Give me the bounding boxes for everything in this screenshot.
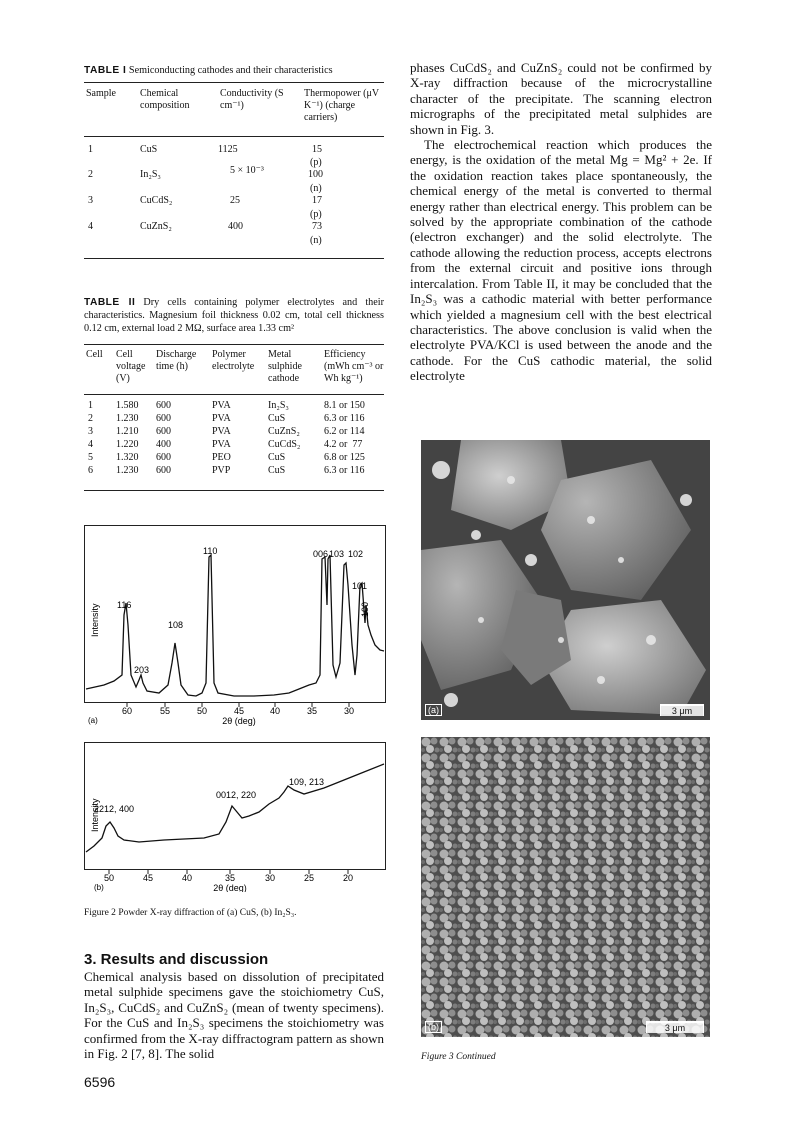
- xrd-trace-a: [86, 555, 384, 696]
- t2-r6-c0: 6: [88, 465, 93, 476]
- sem-micrograph-a: [421, 440, 710, 720]
- xtick-a-30: 30: [343, 706, 355, 716]
- ylabel-b: Intensity: [90, 798, 100, 832]
- right-paragraph-1: phases CuCdS₂ and CuZnS₂ could not be confirmed by X-ray diffraction because of the microcrystalline character of the precipitate. The scanning electron micrographs of the precipitated metal sulphides are shown in Fig. 3.: [410, 60, 712, 137]
- table1-label: TABLE I: [84, 65, 127, 76]
- peak-label-100: 100: [360, 601, 370, 617]
- xtick-a-35: 35: [306, 706, 318, 716]
- peak-label-116: 116: [117, 600, 132, 610]
- t2-r1-c5: 8.1 or 150: [324, 400, 365, 411]
- t2-r5-c0: 5: [88, 452, 93, 463]
- t2-r5-c3: PEO: [212, 452, 231, 463]
- t2-r1-c2: 600: [156, 400, 171, 411]
- t2-r2-c1: 1.230: [116, 413, 139, 424]
- xtick-a-45: 45: [233, 706, 245, 716]
- t2-r1-c3: PVA: [212, 400, 231, 411]
- t2-r6-c5: 6.3 or 116: [324, 465, 365, 476]
- panel-label-3b: (b): [425, 1021, 442, 1033]
- t2-header-efficiency: Efficiency (mWh cm⁻³ or Wh kg⁻¹): [324, 349, 384, 384]
- peak-label-0012-220: 0012, 220: [216, 790, 257, 800]
- sem-micrograph-b: [421, 737, 710, 1037]
- scale-label-3b: 3 μm: [664, 1023, 686, 1033]
- section-paragraph: [84, 969, 384, 1061]
- xtick-a-60: 60: [121, 706, 133, 716]
- t2-r3-c1: 1.210: [116, 426, 139, 437]
- table2-header-rule: [84, 394, 384, 395]
- figure2-label: Figure 2: [84, 908, 116, 918]
- t1-header-comp: Chemical composition: [140, 88, 190, 111]
- peak-label-109-213: 109, 213: [289, 777, 325, 787]
- t2-r2-c5: 6.3 or 116: [324, 413, 365, 424]
- sem-image-b: [421, 737, 710, 1037]
- sem-image-a: [421, 440, 710, 720]
- xtick-b-30: 30: [264, 873, 276, 883]
- table2-caption: [84, 296, 384, 335]
- scale-bar-3a: [660, 704, 704, 716]
- t2-r2-c0: 2: [88, 413, 93, 424]
- table2-top-rule: [84, 344, 384, 345]
- t1-r1-thermo: 15: [312, 144, 322, 155]
- peak-label-203: 203: [134, 665, 150, 675]
- peak-label-2212-400: 2212, 400: [94, 804, 135, 814]
- t1-r4-comp: CuZnS₂: [140, 221, 172, 232]
- xtick-a-40: 40: [269, 706, 281, 716]
- t2-r3-c3: PVA: [212, 426, 231, 437]
- t1-r1-sample: 1: [88, 144, 93, 155]
- xticks-b: [104, 873, 353, 883]
- t2-r5-c2: 600: [156, 452, 171, 463]
- xtick-b-50: 50: [103, 873, 115, 883]
- t1-r2-cond: 5 × 10⁻³: [230, 165, 264, 176]
- scale-bar-3b: [646, 1021, 704, 1033]
- t2-r3-c5: 6.2 or 114: [324, 426, 365, 437]
- t2-r4-c4: CuCdS₂: [268, 439, 301, 450]
- page-number: 6596: [84, 1074, 116, 1090]
- xrd-plot-b: [84, 742, 386, 892]
- table1-title: Semiconducting cathodes and their characteristics: [128, 65, 333, 76]
- right-paragraph-2: The electrochemical reaction which produces the energy, is the oxidation of the metal Mg = Mg² + 2e. If the oxidation reaction takes place spontaneously, the chemical energy of the metal is converted to thermal energy rather than electrical energy. This problem can be solved by the appropriate combination of the cathode (electron exchanger) and the solid electrolyte. The cathode allowing the reduction process, accepts electrons from the external circuit and positive ions through intercalation. From Table II, it may be concluded that the In₂S₃ was a cathodic material with better performance which yielded a magnesium cell with the best electrical characteristics. The above conclusion is valid when the electrolyte PVA/KCl is used between the anode and the cathode. For the CuS cathodic material, the solid electrolyte: [410, 137, 712, 384]
- t1-r3-comp: CuCdS₂: [140, 195, 173, 206]
- t2-header-time: Discharge time (h): [156, 349, 197, 372]
- t2-r1-c1: 1.580: [116, 400, 139, 411]
- panel-label-b: (b): [94, 883, 104, 892]
- t1-r4-sample: 4: [88, 221, 93, 232]
- t2-r4-c2: 400: [156, 439, 171, 450]
- table2-label: TABLE II: [84, 297, 136, 308]
- t2-r6-c1: 1.230: [116, 465, 139, 476]
- xrd-peak-labels-b: [94, 777, 324, 814]
- t1-r4-cond: 400: [228, 221, 243, 232]
- t2-r4-c5: 4.2 or 77: [324, 439, 363, 450]
- table1-bottom-rule: [84, 258, 384, 259]
- t2-r4-c3: PVA: [212, 439, 231, 450]
- t2-header-cell: Cell: [86, 349, 103, 360]
- t2-r4-c1: 1.220: [116, 439, 139, 450]
- xtick-a-50: 50: [196, 706, 208, 716]
- table2-title: Dry cells containing polymer electrolytes and their characteristics. Magnesium foil thickness 0.02 cm, total cell thickness 0.12 cm, external load 2 MΩ, surface area 1.33 cm²: [84, 297, 385, 334]
- panel-label-a: (a): [88, 716, 98, 725]
- t2-header-cathode: Metal sulphide cathode: [268, 349, 302, 384]
- t2-r3-c0: 3: [88, 426, 93, 437]
- t1-r1-carrier: (p): [310, 157, 322, 168]
- xtick-b-20: 20: [342, 873, 354, 883]
- peak-label-006: 006: [313, 549, 329, 559]
- t2-r2-c2: 600: [156, 413, 171, 424]
- t1-r4-carrier: (n): [310, 235, 322, 246]
- peak-label-102: 102: [348, 549, 364, 559]
- xtick-b-45: 45: [142, 873, 154, 883]
- scale-label-3a: 3 μm: [671, 706, 693, 716]
- t1-r1-cond: 1125: [218, 144, 238, 155]
- t2-r3-c4: CuZnS₂: [268, 426, 300, 437]
- section-heading: 3. Results and discussion: [84, 951, 269, 968]
- t2-r3-c2: 600: [156, 426, 171, 437]
- table1-header-rule: [84, 136, 384, 137]
- t1-header-sample: Sample: [86, 88, 116, 99]
- t2-r6-c4: CuS: [268, 465, 286, 476]
- xtick-a-55: 55: [159, 706, 171, 716]
- xlabel-a: 2θ (deg): [222, 716, 256, 726]
- t1-r2-thermo: 100: [308, 169, 323, 180]
- table2-bottom-rule: [84, 490, 384, 491]
- t2-r6-c3: PVP: [212, 465, 231, 476]
- t2-header-voltage: Cell voltage (V): [116, 349, 146, 384]
- t1-r2-sample: 2: [88, 169, 93, 180]
- peak-label-101: 101: [352, 581, 368, 591]
- xticks-a: [122, 706, 354, 716]
- t1-r4-thermo: 73: [312, 221, 322, 232]
- t2-r5-c4: CuS: [268, 452, 286, 463]
- t2-r1-c4: In₂S₃: [268, 400, 289, 411]
- figure3-caption: [421, 1052, 496, 1062]
- xtick-b-35: 35: [224, 873, 236, 883]
- t1-r2-carrier: (n): [310, 183, 322, 194]
- table1-top-rule: [84, 82, 384, 83]
- t1-header-thermo: Thermopower (μV K⁻¹) (charge carriers): [304, 88, 379, 123]
- t1-r3-carrier: (p): [310, 209, 322, 220]
- t1-r2-comp: In₂S₃: [140, 169, 161, 180]
- table2-body: [84, 398, 384, 488]
- table1-caption: [84, 64, 384, 77]
- t2-r2-c4: CuS: [268, 413, 286, 424]
- figure3-text: Continued: [456, 1052, 496, 1062]
- table1: [84, 86, 384, 266]
- figure2-text: Powder X-ray diffraction of (a) CuS, (b) In₂S₃.: [118, 908, 297, 918]
- figure2-caption: [84, 908, 394, 918]
- t1-r1-comp: CuS: [140, 144, 158, 155]
- t1-header-cond: Conductivity (S cm⁻¹): [220, 88, 284, 111]
- right-column-text: [410, 60, 712, 384]
- t2-r5-c5: 6.8 or 125: [324, 452, 365, 463]
- panel-label-3a: (a): [425, 704, 442, 716]
- t2-r1-c0: 1: [88, 400, 93, 411]
- section-paragraph-text: Chemical analysis based on dissolution of precipitated metal sulphide specimens gave the stoichiometry CuS, In₂S₃, CuCdS₂ and CuZnS₂ (mean of twenty specimens). For the CuS and In₂S₃ specimens the stoichiometry was confirmed from the X-ray diffractogram pattern as shown in Fig. 2 [7, 8]. The solid: [84, 969, 384, 1062]
- peak-label-108: 108: [168, 620, 184, 630]
- t1-r3-cond: 25: [230, 195, 240, 206]
- ylabel-a: Intensity: [90, 603, 100, 637]
- t1-r3-thermo: 17: [312, 195, 322, 206]
- t2-header-polymer: Polymer electrolyte: [212, 349, 255, 372]
- xtick-b-25: 25: [303, 873, 315, 883]
- peak-label-110: 110: [203, 546, 218, 556]
- figure3-label: Figure 3: [421, 1052, 454, 1062]
- xlabel-b: 2θ (deg): [213, 883, 247, 892]
- t2-r4-c0: 4: [88, 439, 93, 450]
- t2-r5-c1: 1.320: [116, 452, 139, 463]
- peak-label-103: 103: [329, 549, 345, 559]
- xtick-b-40: 40: [181, 873, 193, 883]
- t2-r6-c2: 600: [156, 465, 171, 476]
- t2-r2-c3: PVA: [212, 413, 231, 424]
- t1-r3-sample: 3: [88, 195, 93, 206]
- xrd-plot-a: [84, 525, 386, 730]
